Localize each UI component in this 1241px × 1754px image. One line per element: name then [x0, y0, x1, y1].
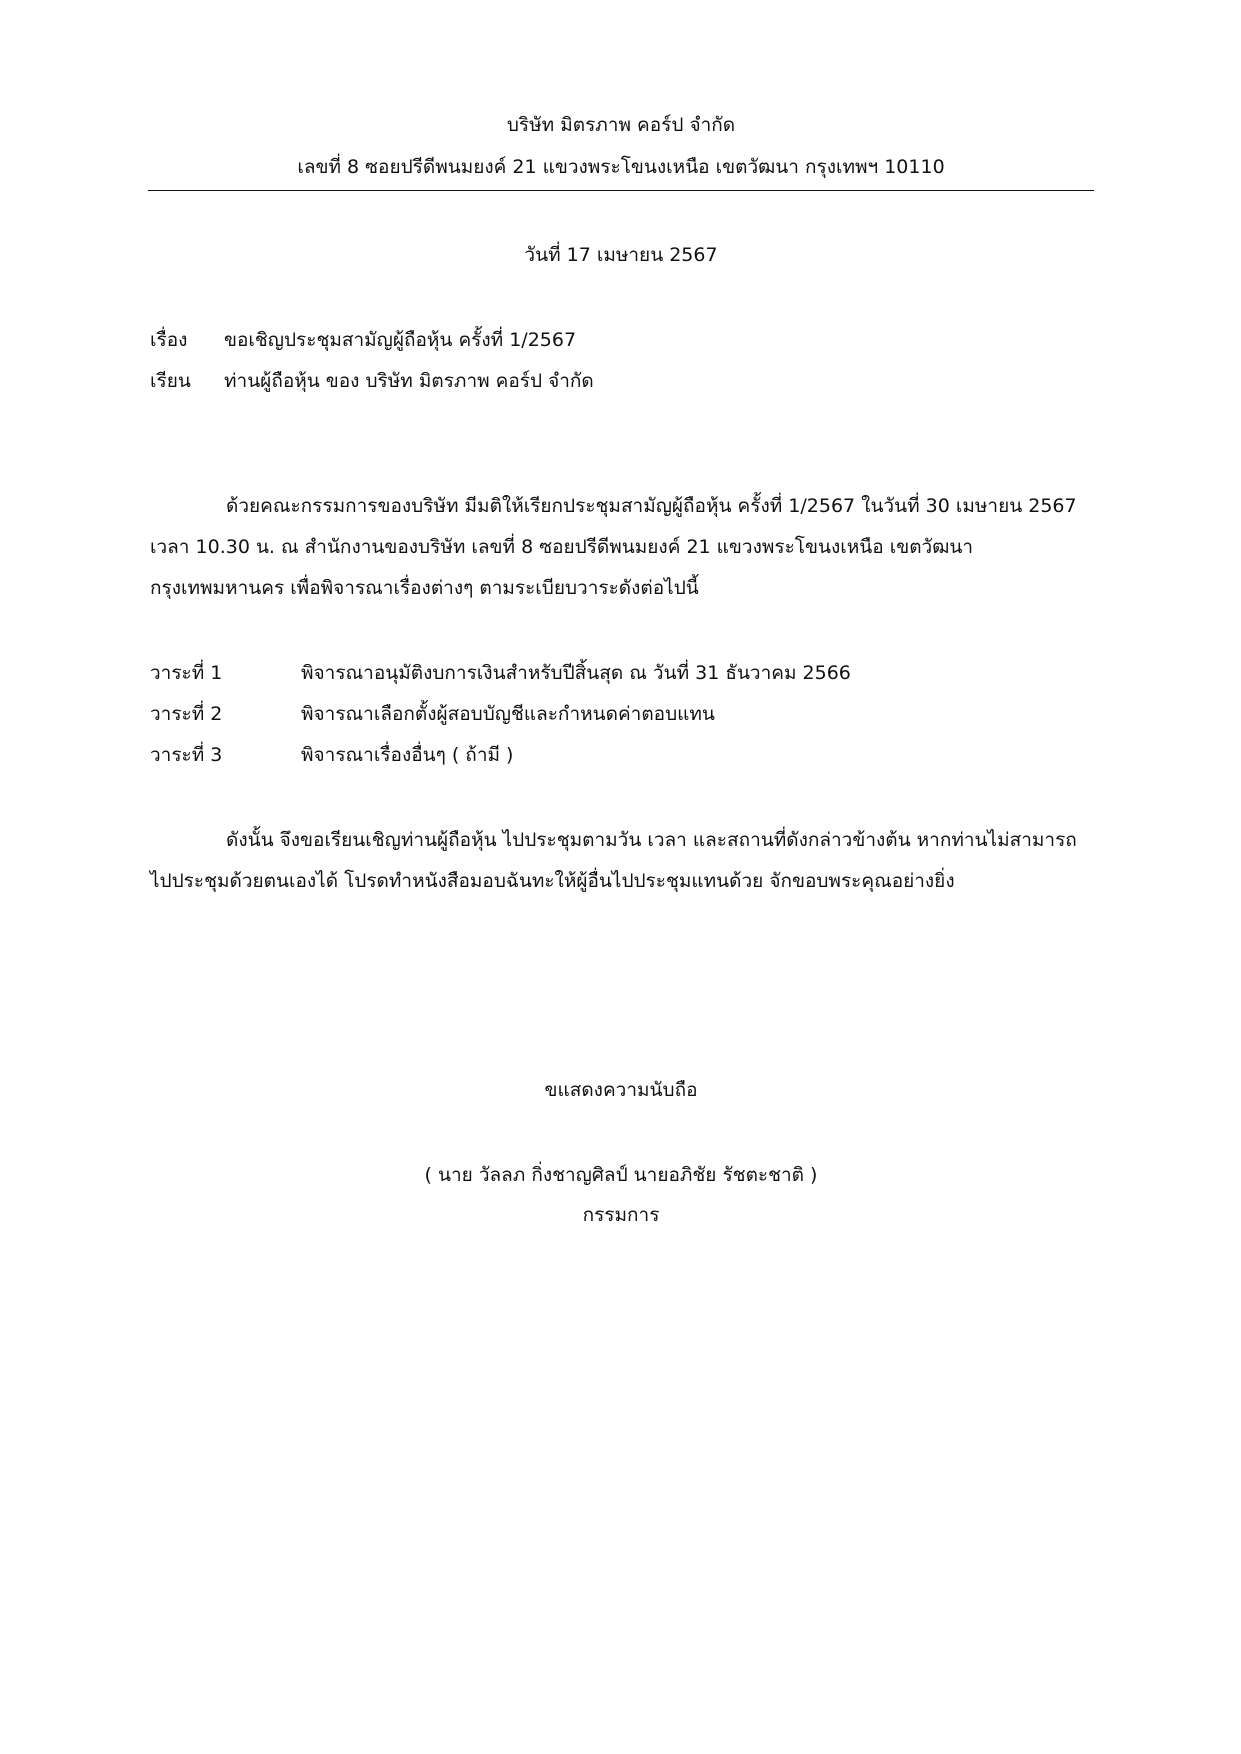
agenda-text: พิจารณาอนุมัติงบการเงินสำหรับปีสิ้นสุด ณ วันที่ 31 ธันวาคม 2566 [301, 662, 851, 684]
company-address: เลขที่ 8 ซอยปรีดีพนมยงค์ 21 แขวงพระโขนงเหนือ เขตวัฒนา กรุงเทพฯ 10110 [297, 156, 945, 178]
subject-row [150, 325, 576, 355]
subject-label: เรื่อง [150, 329, 188, 351]
recipient-text: ท่านผู้ถือหุ้น ของ บริษัท มิตรภาพ คอร์ป จำกัด [224, 370, 594, 392]
agenda-item [150, 740, 513, 770]
recipient-label: เรียน [150, 370, 191, 392]
letterhead-divider [148, 190, 1094, 191]
paragraph-line: ดังนั้น จึงขอเรียนเชิญท่านผู้ถือหุ้น ไปประชุมตามวัน เวลา และสถานที่ดังกล่าวข้างต้น หากท่านไม่สามารถ [226, 829, 1077, 851]
company-name: บริษัท มิตรภาพ คอร์ป จำกัด [506, 114, 736, 136]
paragraph-line: ไปประชุมด้วยตนเองได้ โปรดทำหนังสือมอบฉันทะให้ผู้อื่นไปประชุมแทนด้วย จักขอบพระคุณอย่างยิ่ง [150, 870, 955, 892]
paragraph-line: กรุงเทพมหานคร เพื่อพิจารณาเรื่องต่างๆ ตามระเบียบวาระดังต่อไปนี้ [150, 577, 699, 599]
letter-date: วันที่ 17 เมษายน 2567 [524, 244, 718, 266]
subject-text: ขอเชิญประชุมสามัญผู้ถือหุ้น ครั้งที่ 1/2567 [224, 329, 577, 351]
agenda-text: พิจารณาเรื่องอื่นๆ ( ถ้ามี ) [301, 744, 514, 766]
signatory-title: กรรมการ [582, 1204, 660, 1226]
closing-salutation: ขแสดงความนับถือ [544, 1079, 698, 1101]
signatory-names: ( นาย วัลลภ กิ่งชาญศิลป์ นายอภิชัย รัชตะชาติ ) [424, 1164, 818, 1186]
agenda-label: วาระที่ 2 [150, 703, 223, 725]
paragraph-line: ด้วยคณะกรรมการของบริษัท มีมติให้เรียกประชุมสามัญผู้ถือหุ้น ครั้งที่ 1/2567 ในวันที่ 30 เมษายน 2567 [226, 495, 1077, 517]
agenda-item [150, 699, 715, 729]
recipient-row [150, 366, 594, 396]
paragraph-line: เวลา 10.30 น. ณ สำนักงานของบริษัท เลขที่ 8 ซอยปรีดีพนมยงค์ 21 แขวงพระโขนงเหนือ เขตวัฒนา [150, 536, 974, 558]
agenda-item [150, 658, 851, 688]
agenda-text: พิจารณาเลือกตั้งผู้สอบบัญชีและกำหนดค่าตอบแทน [301, 703, 715, 725]
agenda-label: วาระที่ 1 [150, 662, 223, 684]
agenda-label: วาระที่ 3 [150, 744, 223, 766]
